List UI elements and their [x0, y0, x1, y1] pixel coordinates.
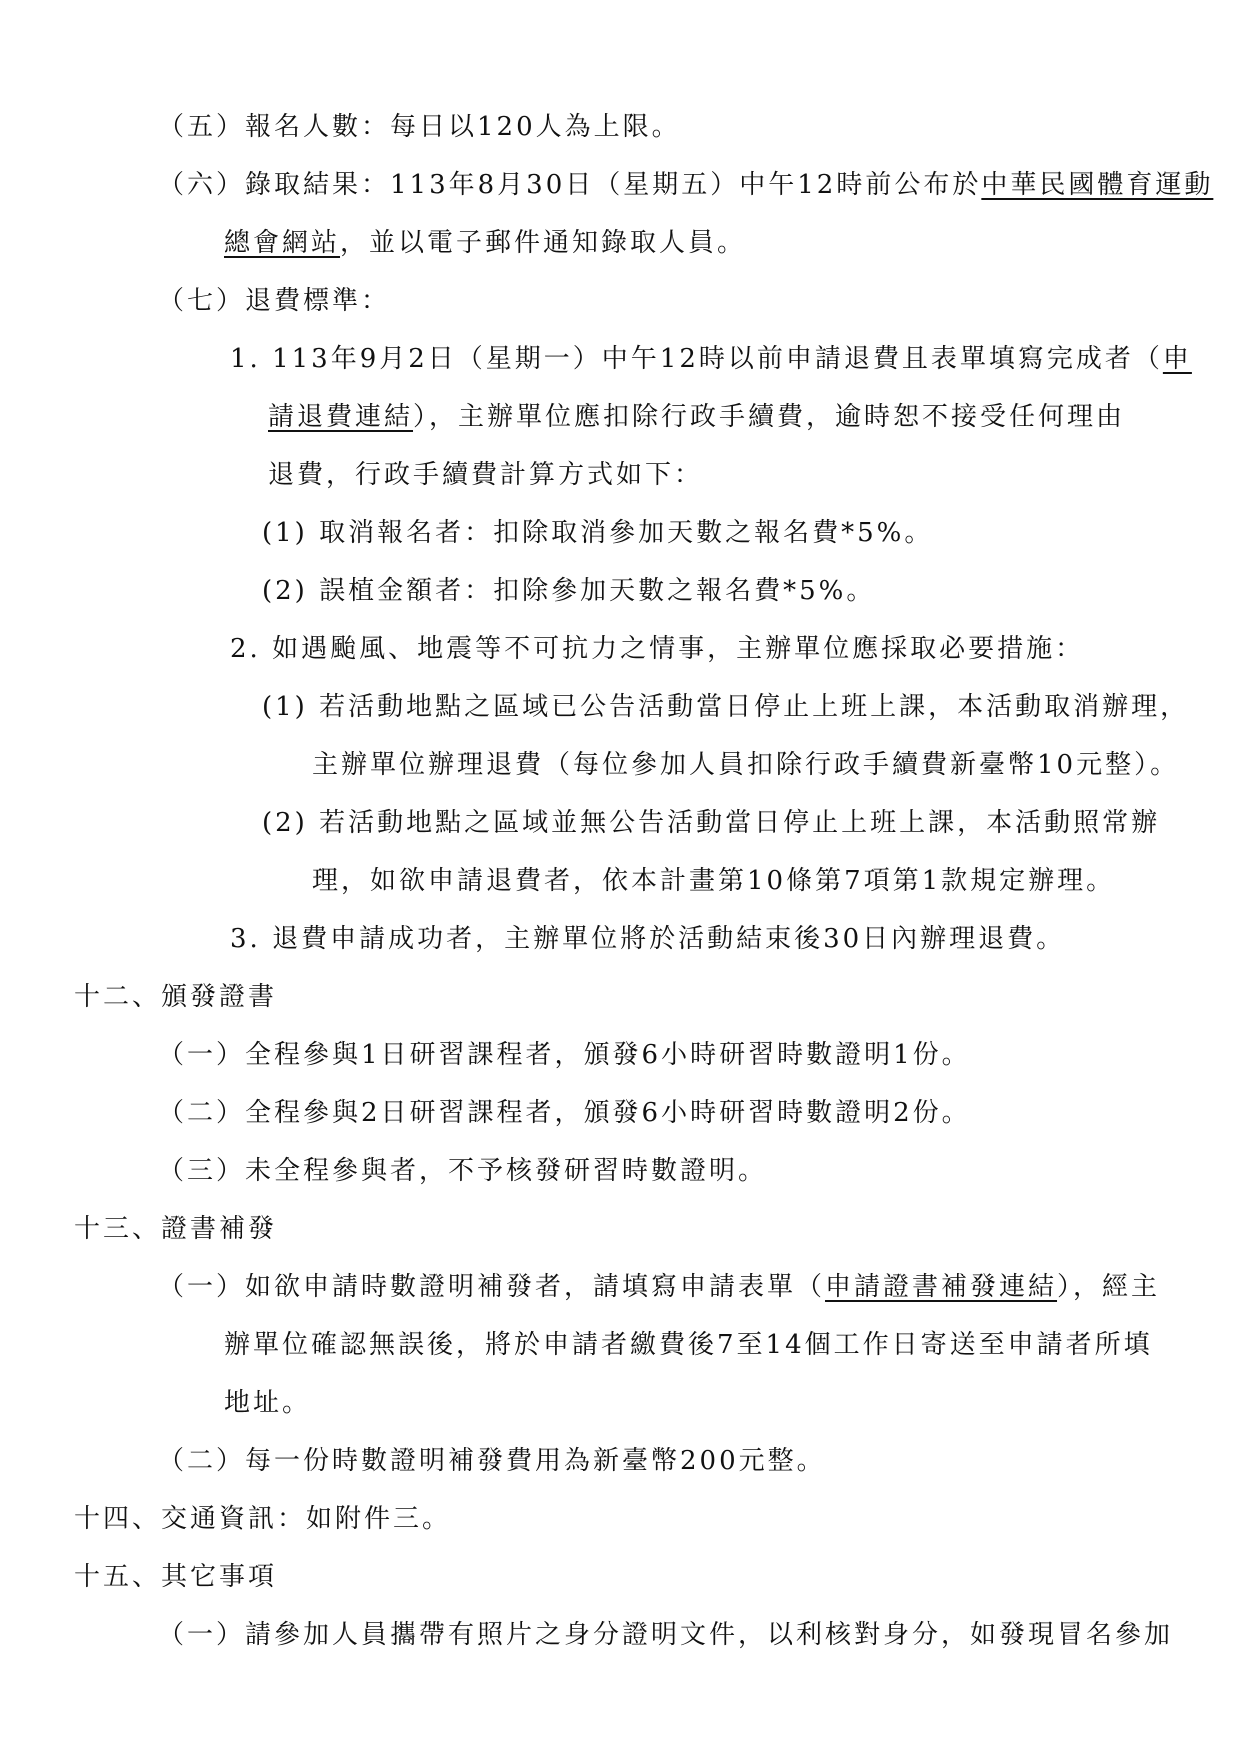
refund-link[interactable]: 申 [1162, 344, 1192, 374]
refund-rule-1-cont2: 退費，行政手續費計算方式如下： [268, 460, 704, 490]
refund-rule-2-2: (2) 若活動地點之區域並無公告活動當日停止上班上課，本活動照常辦 [262, 808, 1161, 838]
refund-rule-2: 2. 如遇颱風、地震等不可抗力之情事，主辦單位應採取必要措施： [230, 634, 1085, 664]
refund-rule-1-cont: 請退費連結），主辦單位應扣除行政手續費，逾時恕不接受任何理由 [268, 402, 1126, 432]
item-6-admission-cont: 總會網站，並以電子郵件通知錄取人員。 [224, 228, 747, 258]
section-12-item-3: （三）未全程參與者，不予核發研習時數證明。 [158, 1156, 768, 1186]
certificate-reissue-link[interactable]: 申請證書補發連結 [825, 1272, 1058, 1302]
section-13-item-1: （一）如欲申請時數證明補發者，請填寫申請表單（申請證書補發連結），經主 [158, 1272, 1161, 1302]
item-5-quota: （五）報名人數：每日以120人為上限。 [158, 112, 681, 142]
item-6-admission: （六）錄取結果：113年8月30日（星期五）中午12時前公布於中華民國體育運動 [158, 170, 1214, 200]
refund-rule-2-2-cont: 理，如欲申請退費者，依本計畫第10條第7項第1款規定辦理。 [312, 866, 1116, 896]
section-12-heading: 十二、頒發證書 [74, 982, 278, 1012]
refund-rule-1-1: (1) 取消報名者：扣除取消參加天數之報名費*5%。 [262, 518, 934, 548]
refund-rule-2-1-cont: 主辦單位辦理退費（每位參加人員扣除行政手續費新臺幣10元整）。 [312, 750, 1180, 780]
refund-rule-2-1: (1) 若活動地點之區域已公告活動當日停止上班上課，本活動取消辦理， [262, 692, 1190, 722]
ctsfa-link[interactable]: 中華民國體育運動 [981, 170, 1214, 200]
item-7-refund: （七）退費標準： [158, 286, 391, 316]
section-15-item-1: （一）請參加人員攜帶有照片之身分證明文件，以利核對身分，如發現冒名參加 [158, 1620, 1174, 1650]
section-12-item-2: （二）全程參與2日研習課程者，頒發6小時研習時數證明2份。 [158, 1098, 971, 1128]
refund-link-cont[interactable]: 請退費連結 [268, 402, 414, 432]
section-15-heading: 十五、其它事項 [74, 1562, 278, 1592]
refund-rule-1-2: (2) 誤植金額者：扣除參加天數之報名費*5%。 [262, 576, 876, 606]
section-13-item-1-cont2: 地址。 [224, 1388, 312, 1418]
ctsfa-link-cont[interactable]: 總會網站 [224, 228, 341, 258]
section-12-item-1: （一）全程參與1日研習課程者，頒發6小時研習時數證明1份。 [158, 1040, 971, 1070]
section-13-item-1-cont: 辦單位確認無誤後，將於申請者繳費後7至14個工作日寄送至申請者所填 [224, 1330, 1153, 1360]
refund-rule-1: 1. 113年9月2日（星期一）中午12時以前申請退費且表單填寫完成者（申 [230, 344, 1192, 374]
section-14-heading: 十四、交通資訊：如附件三。 [74, 1504, 452, 1534]
refund-rule-3: 3. 退費申請成功者，主辦單位將於活動結束後30日內辦理退費。 [230, 924, 1066, 954]
section-13-item-2: （二）每一份時數證明補發費用為新臺幣200元整。 [158, 1446, 826, 1476]
section-13-heading: 十三、證書補發 [74, 1214, 278, 1244]
